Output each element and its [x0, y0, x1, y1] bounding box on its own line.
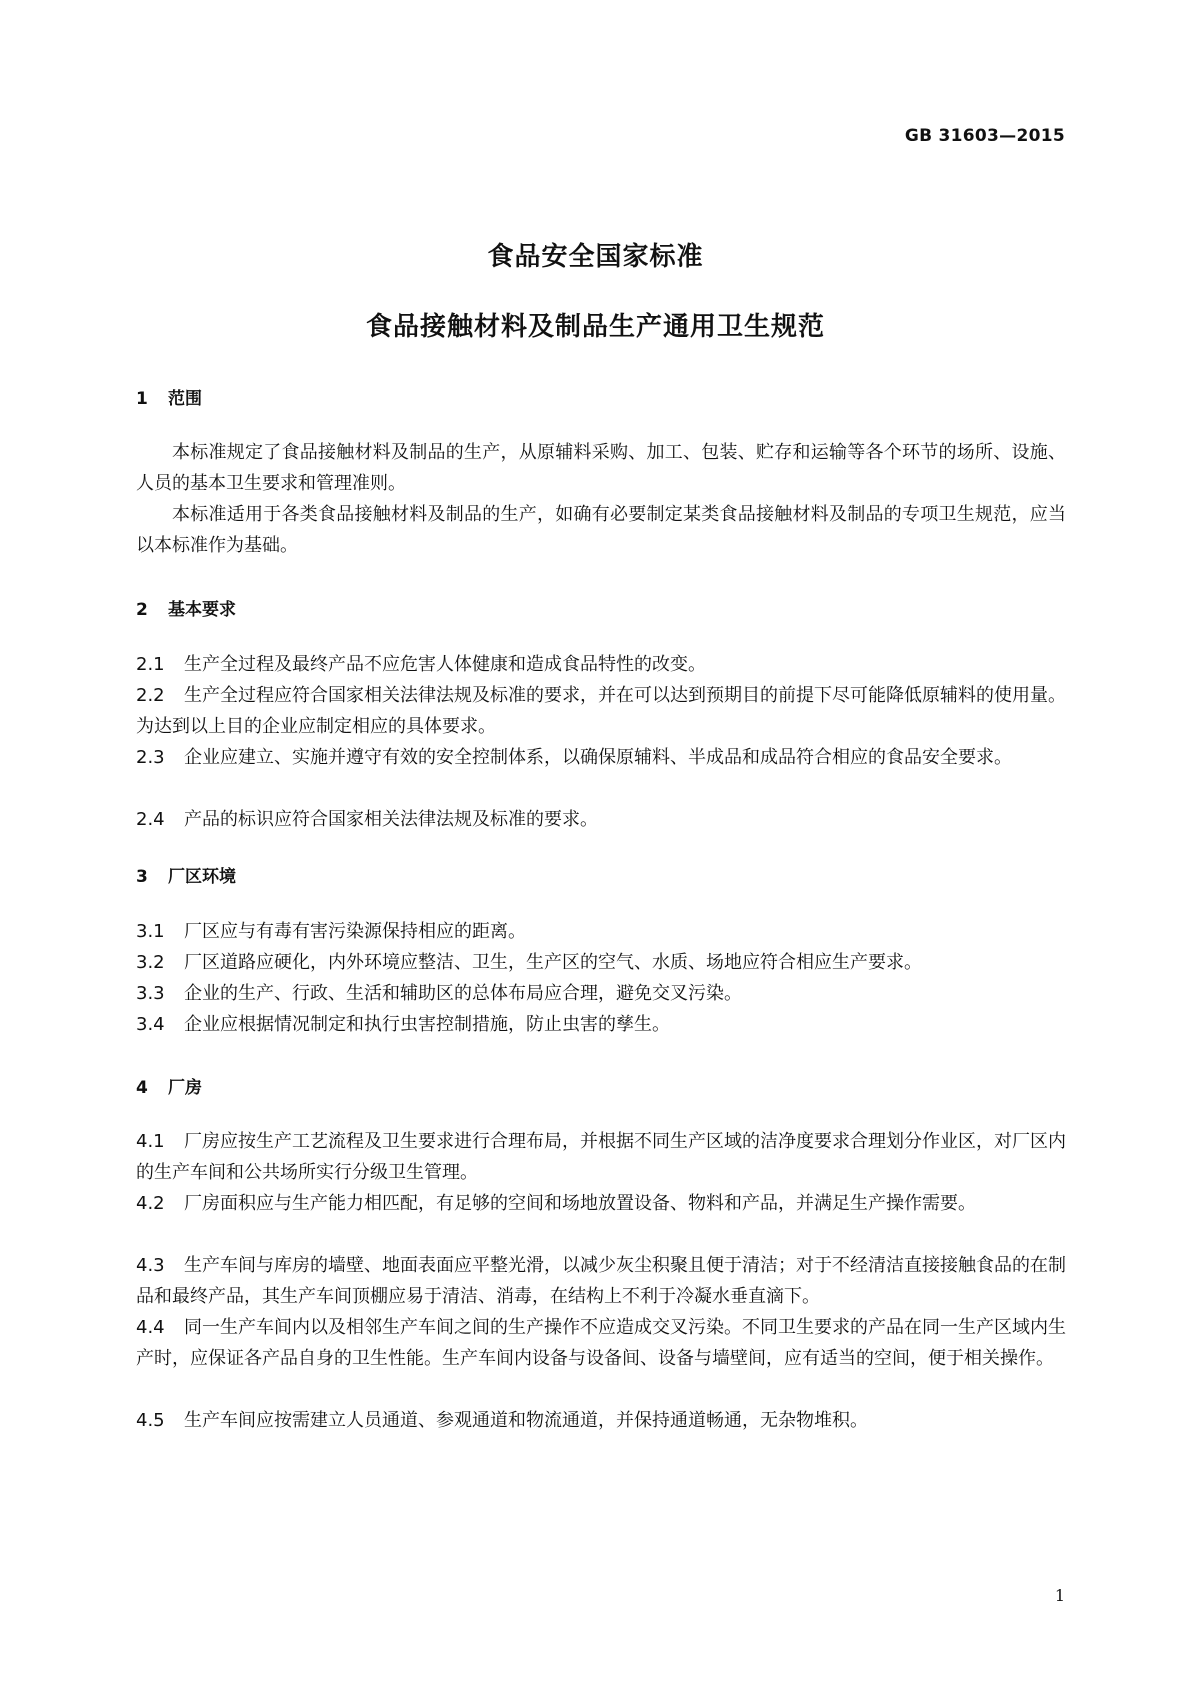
main-title: 食品安全国家标准: [487, 242, 704, 272]
clause-number: 4.5: [136, 1410, 165, 1431]
paragraph: 本标准适用于各类食品接触材料及制品的生产，如确有必要制定某类食品接触材料及制品的专项卫生规范，应当以本标准作为基础。: [136, 504, 1066, 556]
clause-text: 厂区应与有毒有害污染源保持相应的距离。: [184, 921, 526, 942]
clause-item: [136, 742, 1066, 773]
clause-item: [136, 947, 1066, 978]
section-title: 厂房: [168, 1078, 202, 1098]
clause-item: [136, 1009, 1066, 1040]
clause-text: 厂房面积应与生产能力相匹配，有足够的空间和场地放置设备、物料和产品，并满足生产操作需要。: [184, 1193, 976, 1214]
clause-number: 3.2: [136, 952, 165, 973]
clause-number: 2.4: [136, 809, 165, 830]
clause-number: 4.4: [136, 1317, 165, 1338]
clause-item: [136, 916, 1066, 947]
clause-number: 4.1: [136, 1131, 165, 1152]
clause-number: 2.2: [136, 685, 165, 706]
clause-text: 生产车间与库房的墙壁、地面表面应平整光滑，以减少灰尘积聚且便于清洁；对于不经清洁直接接触食品的在制品和最终产品，其生产车间顶棚应易于清洁、消毒，在结构上不利于冷凝水垂直滴下。: [136, 1255, 1066, 1307]
clause-text: 产品的标识应符合国家相关法律法规及标准的要求。: [184, 809, 598, 830]
standard-code: GB 31603—2015: [904, 126, 1065, 146]
clause-number: 4.3: [136, 1255, 165, 1276]
section-heading-basic-requirements: [136, 595, 236, 620]
sub-title: 食品接触材料及制品生产通用卫生规范: [365, 312, 825, 342]
clause-text: 厂区道路应硬化，内外环境应整洁、卫生，生产区的空气、水质、场地应符合相应生产要求。: [184, 952, 922, 973]
section-number: 2: [136, 600, 148, 620]
clause-item: [136, 1312, 1066, 1374]
clause-item: [136, 680, 1066, 742]
section-heading-scope: [136, 384, 202, 409]
clause-number: 3.4: [136, 1014, 165, 1035]
section-heading-plant-environment: [136, 862, 236, 887]
clause-item: [136, 1405, 1066, 1436]
paragraph: 本标准规定了食品接触材料及制品的生产，从原辅料采购、加工、包装、贮存和运输等各个环节的场所、设施、人员的基本卫生要求和管理准则。: [136, 442, 1066, 494]
section-title: 范围: [168, 389, 202, 409]
clause-number: 4.2: [136, 1193, 165, 1214]
clause-text: 企业应建立、实施并遵守有效的安全控制体系，以确保原辅料、半成品和成品符合相应的食品安全要求。: [184, 747, 1012, 768]
clause-text: 生产全过程应符合国家相关法律法规及标准的要求，并在可以达到预期目的前提下尽可能降低原辅料的使用量。为达到以上目的企业应制定相应的具体要求。: [136, 685, 1066, 737]
clause-number: 2.1: [136, 654, 165, 675]
clause-item: [136, 1188, 1066, 1219]
section-number: 3: [136, 867, 148, 887]
clause-text: 生产全过程及最终产品不应危害人体健康和造成食品特性的改变。: [184, 654, 706, 675]
section-title: 厂区环境: [168, 867, 236, 887]
clause-item: [136, 1126, 1066, 1188]
clause-item: [136, 1250, 1066, 1312]
clause-text: 生产车间应按需建立人员通道、参观通道和物流通道，并保持通道畅通，无杂物堆积。: [184, 1410, 868, 1431]
clause-text: 企业应根据情况制定和执行虫害控制措施，防止虫害的孳生。: [184, 1014, 670, 1035]
clause-number: 2.3: [136, 747, 165, 768]
section-number: 4: [136, 1078, 148, 1098]
clause-text: 同一生产车间内以及相邻生产车间之间的生产操作不应造成交叉污染。不同卫生要求的产品在同一生产区域内生产时，应保证各产品自身的卫生性能。生产车间内设备与设备间、设备与墙壁间，应有适当的空间，便于相关操作。: [136, 1317, 1066, 1369]
clause-item: [136, 804, 1066, 835]
clause-text: 厂房应按生产工艺流程及卫生要求进行合理布局，并根据不同生产区域的洁净度要求合理划分作业区，对厂区内的生产车间和公共场所实行分级卫生管理。: [136, 1131, 1066, 1183]
clause-number: 3.3: [136, 983, 165, 1004]
clause-number: 3.1: [136, 921, 165, 942]
clause-item: [136, 978, 1066, 1009]
section-heading-plant-building: [136, 1073, 202, 1098]
section-number: 1: [136, 389, 148, 409]
clause-item: [136, 649, 1066, 680]
page-number: 1: [1054, 1586, 1065, 1605]
section-title: 基本要求: [168, 600, 236, 620]
clause-text: 企业的生产、行政、生活和辅助区的总体布局应合理，避免交叉污染。: [184, 983, 742, 1004]
